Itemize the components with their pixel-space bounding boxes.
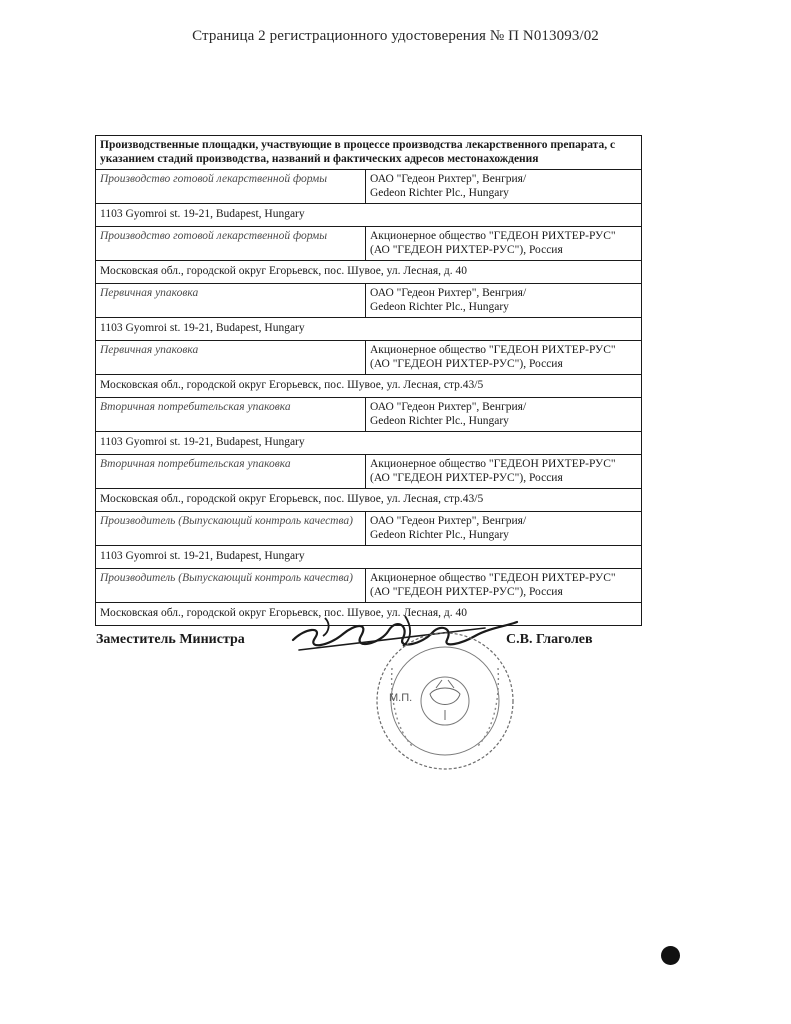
address-row [96, 317, 642, 340]
company-name-line: (АО "ГЕДЕОН РИХТЕР-РУС"), Россия [370, 472, 563, 485]
address-row [96, 431, 642, 454]
company-cell [366, 283, 642, 317]
site-address: Московская обл., городской округ Егорьевск, пос. Шувое, ул. Лесная, стр.43/5 [96, 488, 642, 511]
company-name-line: (АО "ГЕДЕОН РИХТЕР-РУС"), Россия [370, 244, 563, 257]
site-address: 1103 Gyomroi st. 19-21, Budapest, Hungary [96, 317, 642, 340]
signatory-name: С.В. Глаголев [506, 632, 593, 647]
stage-row [96, 226, 642, 260]
site-address: Московская обл., городской округ Егорьевск, пос. Шувое, ул. Лесная, стр.43/5 [96, 374, 642, 397]
stage-row [96, 397, 642, 431]
company-name-line: Gedeon Richter Plc., Hungary [370, 301, 509, 314]
site-address: 1103 Gyomroi st. 19-21, Budapest, Hungary [96, 203, 642, 226]
company-cell [366, 397, 642, 431]
company-name-line: Gedeon Richter Plc., Hungary [370, 529, 509, 542]
company-name-line: ОАО "Гедеон Рихтер", Венгрия/ [370, 286, 527, 299]
company-name-line: Акционерное общество "ГЕДЕОН РИХТЕР-РУС" [370, 457, 616, 470]
company-name-line: Акционерное общество "ГЕДЕОН РИХТЕР-РУС" [370, 343, 616, 356]
stage-name: Производство готовой лекарственной формы [96, 226, 366, 260]
company-cell [366, 454, 642, 488]
address-row [96, 488, 642, 511]
site-address: 1103 Gyomroi st. 19-21, Budapest, Hungary [96, 431, 642, 454]
stage-name: Первичная упаковка [96, 340, 366, 374]
company-cell [366, 169, 642, 203]
stage-row [96, 340, 642, 374]
stage-row [96, 169, 642, 203]
stage-name: Вторичная потребительская упаковка [96, 397, 366, 431]
stage-name: Производство готовой лекарственной формы [96, 169, 366, 203]
stage-name: Первичная упаковка [96, 283, 366, 317]
table-heading-row [96, 136, 642, 170]
stage-row [96, 454, 642, 488]
company-name-line: (АО "ГЕДЕОН РИХТЕР-РУС"), Россия [370, 586, 563, 599]
page-header: Страница 2 регистрационного удостоверения № П N013093/02 [192, 28, 599, 44]
company-name-line: (АО "ГЕДЕОН РИХТЕР-РУС"), Россия [370, 358, 563, 371]
address-row [96, 260, 642, 283]
stamp-mark-label: М.П. [389, 692, 413, 704]
stage-name: Вторичная потребительская упаковка [96, 454, 366, 488]
company-name-line: ОАО "Гедеон Рихтер", Венгрия/ [370, 400, 527, 413]
table-heading: Производственные площадки, участвующие в процессе производства лекарственного препарата, с указанием стадий производства, названий и фактических адресов местонахождения [96, 136, 642, 170]
stage-name: Производитель (Выпускающий контроль качества) [96, 568, 366, 602]
signatory-position: Заместитель Министра [96, 632, 245, 647]
company-cell [366, 511, 642, 545]
company-name-line: ОАО "Гедеон Рихтер", Венгрия/ [370, 172, 527, 185]
site-address: Московская обл., городской округ Егорьевск, пос. Шувое, ул. Лесная, д. 40 [96, 260, 642, 283]
site-address: 1103 Gyomroi st. 19-21, Budapest, Hungary [96, 545, 642, 568]
address-row [96, 203, 642, 226]
stage-row [96, 283, 642, 317]
black-dot-mark [661, 946, 680, 965]
company-name-line: Gedeon Richter Plc., Hungary [370, 415, 509, 428]
site-address: Московская обл., городской округ Егорьевск, пос. Шувое, ул. Лесная, д. 40 [96, 602, 642, 625]
stage-name: Производитель (Выпускающий контроль качества) [96, 511, 366, 545]
company-cell [366, 340, 642, 374]
manufacturing-sites-table [95, 135, 642, 626]
stage-row [96, 511, 642, 545]
company-name-line: Gedeon Richter Plc., Hungary [370, 187, 509, 200]
company-cell [366, 226, 642, 260]
address-row [96, 374, 642, 397]
company-name-line: Акционерное общество "ГЕДЕОН РИХТЕР-РУС" [370, 571, 616, 584]
address-row [96, 545, 642, 568]
company-name-line: Акционерное общество "ГЕДЕОН РИХТЕР-РУС" [370, 229, 616, 242]
company-name-line: ОАО "Гедеон Рихтер", Венгрия/ [370, 514, 527, 527]
